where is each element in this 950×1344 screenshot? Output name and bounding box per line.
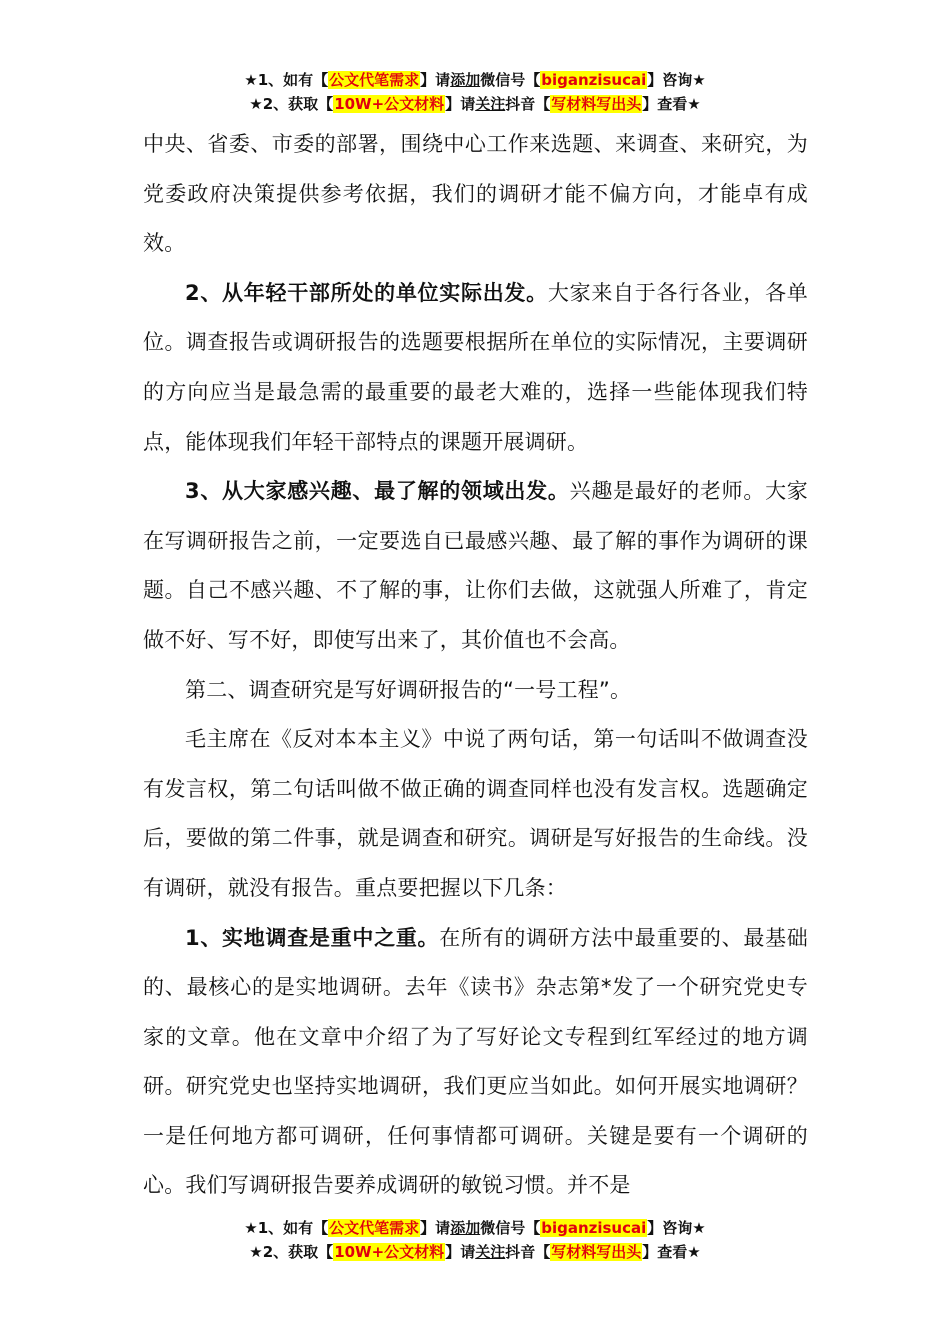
highlight-douyin: 写材料写出头 (551, 1243, 642, 1261)
paragraph-heading: 3、从大家感兴趣、最了解的领域出发。 (185, 479, 570, 504)
highlight-wechat-id: biganzisucai (541, 1219, 647, 1237)
banner-line-2: ★2、获取【10W+公文材料】请关注抖音【写材料写出头】查看★ (249, 95, 701, 113)
highlight-materials: 10W+公文材料 (334, 1243, 445, 1261)
paragraph: 2、从年轻干部所处的单位实际出发。大家来自于各行各业，各单位。调查报告或调研报告的选题要根据所在单位的实际情况，主要调研的方向应当是最急需的最重要的最老大难的，选择一些能体现我们特点，能体现我们年轻干部特点的课题开展调研。 (143, 280, 809, 454)
highlight-service: 公文代笔需求 (329, 1219, 420, 1237)
banner-line-1: ★1、如有【公文代笔需求】请添加微信号【biganzisucai】咨询★ (244, 1219, 706, 1237)
paragraph: 3、从大家感兴趣、最了解的领域出发。兴趣是最好的老师。大家在写调研报告之前，一定要选自已最感兴趣、最了解的事作为调研的课题。自己不感兴趣、不了解的事，让你们去做，这就强人所难了，肯定做不好、写不好，即使写出来了，其价值也不会高。 (143, 479, 808, 652)
highlight-wechat-id: biganzisucai (541, 71, 647, 89)
footer-banner (0, 1216, 950, 1264)
highlight-service: 公文代笔需求 (329, 71, 420, 89)
section-heading: 第二、调查研究是写好调研报告的“一号工程”。 (185, 677, 632, 702)
banner-line-2: ★2、获取【10W+公文材料】请关注抖音【写材料写出头】查看★ (249, 1243, 701, 1261)
paragraph-heading: 2、从年轻干部所处的单位实际出发。 (185, 280, 548, 305)
highlight-douyin: 写材料写出头 (551, 95, 642, 113)
paragraph-heading: 1、实地调查是重中之重。 (185, 925, 440, 950)
highlight-materials: 10W+公文材料 (334, 95, 445, 113)
header-banner (0, 68, 950, 116)
paragraph: 毛主席在《反对本本主义》中说了两句话，第一句话叫不做调查没有发言权，第二句话叫做不做正确的调查同样也没有发言权。选题确定后，要做的第二件事，就是调查和研究。调研是写好报告的生命线。没有调研，就没有报告。重点要把握以下几条： (143, 727, 808, 900)
document-body (143, 120, 808, 1211)
paragraph: 1、实地调查是重中之重。在所有的调研方法中最重要的、最基础的、最核心的是实地调研。去年《读书》杂志第*发了一个研究党史专家的文章。他在文章中介绍了为了写好论文专程到红军经过的地方调研。研究党史也坚持实地调研，我们更应当如此。如何开展实地调研？一是任何地方都可调研，任何事情都可调研。关键是要有一个调研的心。我们写调研报告要养成调研的敏锐习惯。并不是 (143, 925, 808, 1198)
paragraph: 中央、省委、市委的部署，围绕中心工作来选题、来调查、来研究，为党委政府决策提供参考依据，我们的调研才能不偏方向，才能卓有成效。 (143, 132, 808, 256)
banner-line-1: ★1、如有【公文代笔需求】请添加微信号【biganzisucai】咨询★ (244, 71, 706, 89)
